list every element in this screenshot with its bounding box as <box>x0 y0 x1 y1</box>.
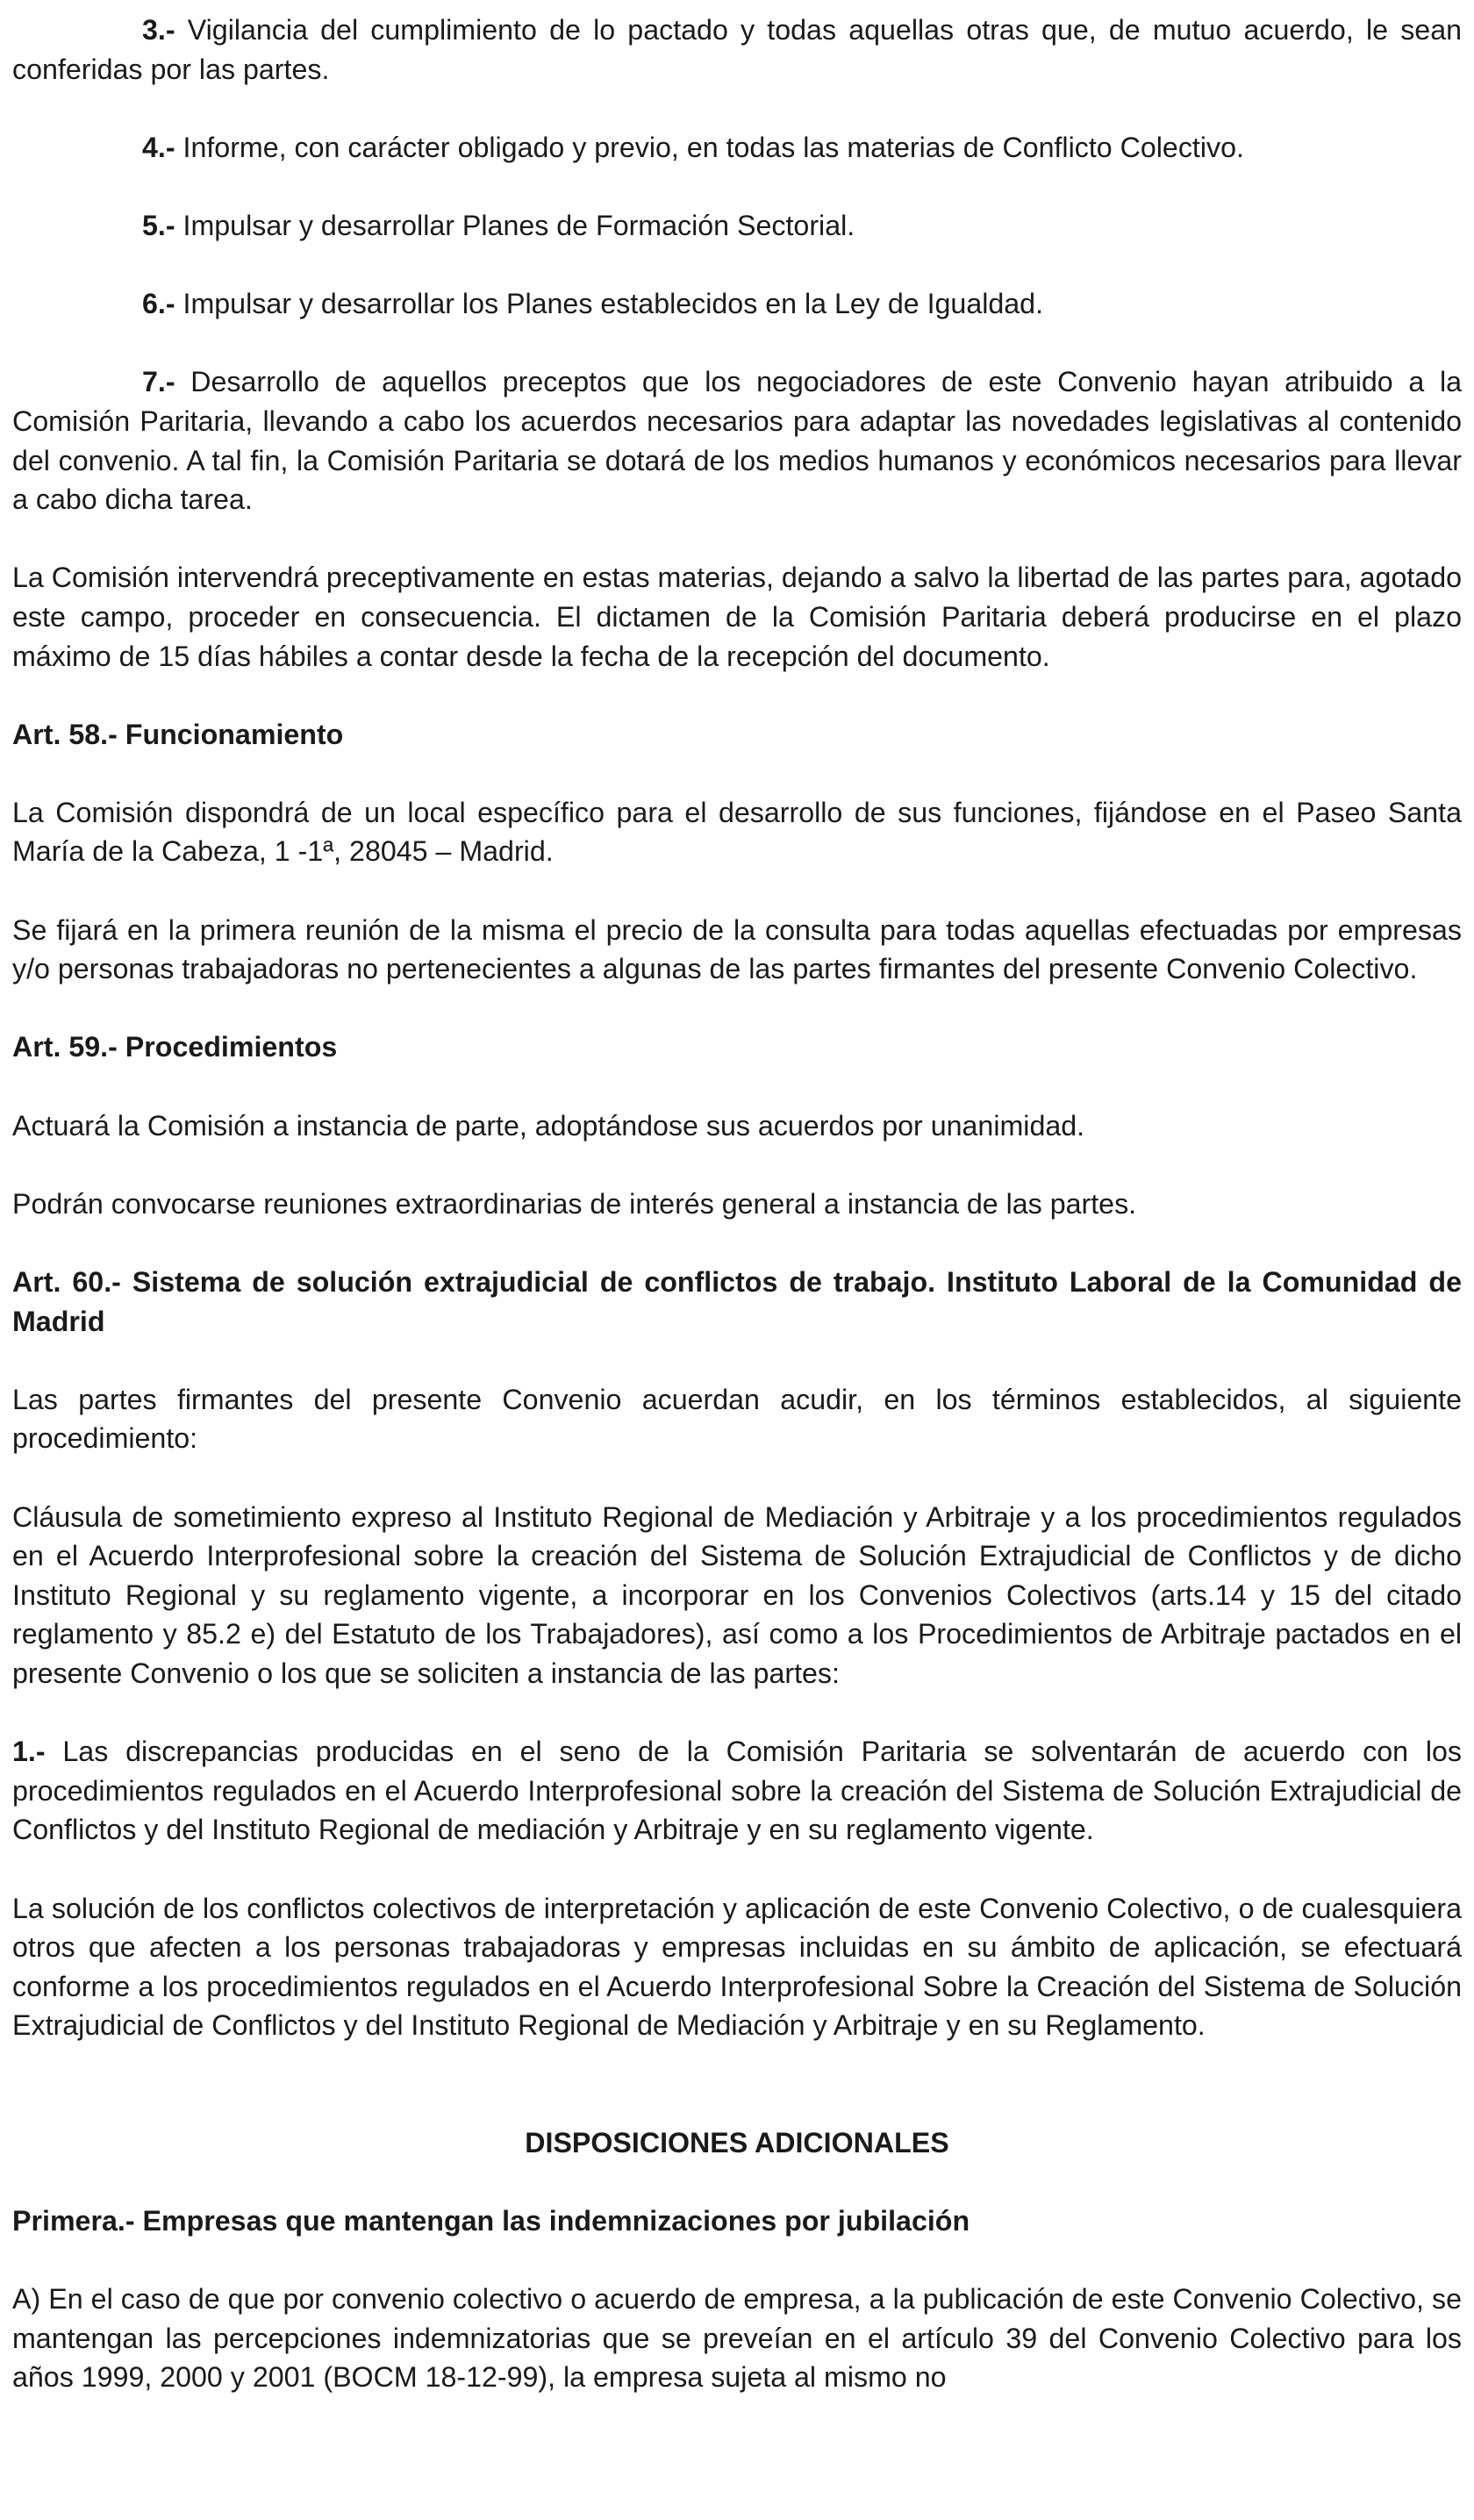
list-text: Desarrollo de aquellos preceptos que los negociadores de este Convenio hayan atribuido a la Comisión Paritaria, llevando a cabo los acuerdos necesarios para adaptar las novedades legislativas al contenido del convenio. A tal fin, la Comisión Paritaria se dotará de los medios humanos y económicos necesarios para llevar a cabo dicha tarea. <box>12 366 1462 516</box>
paragraph-art-58-consulta: Se fijará en la primera reunión de la misma el precio de la consulta para todas aquellas efectuadas por empresas y/o personas trabajadoras no pertenecientes a algunas de las partes firmantes del presente Convenio Colectivo. <box>12 913 1462 985</box>
list-item-5 <box>12 206 1462 246</box>
section-title-disposiciones: DISPOSICIONES ADICIONALES <box>525 2126 949 2158</box>
list-item-4 <box>12 128 1462 168</box>
list-item-3 <box>12 11 1462 89</box>
list-number: 5.- <box>142 209 175 241</box>
list-number: 3.- <box>142 14 175 46</box>
list-item-7 <box>12 362 1462 519</box>
paragraph-primera-a: A) En el caso de que por convenio colectivo o acuerdo de empresa, a la publicación de este Convenio Colectivo, se mantengan las percepciones indemnizatorias que se preveían en el artículo 39 del Convenio Colectivo para los años 1999, 2000 y 2001 (BOCM 18-12-99), la empresa sujeta al mismo no <box>12 2283 1462 2394</box>
list-number: 1.- <box>12 1736 46 1768</box>
heading-art-59: Art. 59.- Procedimientos <box>12 1031 338 1063</box>
list-item-6 <box>12 284 1462 324</box>
list-number: 7.- <box>142 366 175 398</box>
list-text: Las discrepancias producidas en el seno de la Comisión Paritaria se solventarán de acuerdo con los procedimientos regulados en el Acuerdo Interprofesional sobre la creación del Sistema de Solución Extrajudicial de Conflictos y del Instituto Regional de mediación y Arbitraje y en su reglamento vigente. <box>12 1736 1462 1846</box>
list-text: Informe, con carácter obligado y previo, en todas las materias de Conflicto Colectivo. <box>175 131 1244 163</box>
list-text: Impulsar y desarrollar Planes de Formación Sectorial. <box>175 209 855 241</box>
paragraph-art-60-clausula: Cláusula de sometimiento expreso al Instituto Regional de Mediación y Arbitraje y a los procedimientos regulados en el Acuerdo Interprofesional sobre la creación del Sistema de Solución Extrajudicial de Conflictos y de dicho Instituto Regional y su reglamento vigente, a incorporar en los Convenios Colectivos (arts.14 y 15 del citado reglamento y 85.2 e) del Estatuto de los Trabajadores), así como a los Procedimientos de Arbitraje pactados en el presente Convenio o los que se soliciten a instancia de las partes: <box>12 1500 1462 1689</box>
heading-art-58: Art. 58.- Funcionamiento <box>12 718 344 750</box>
document-page <box>12 11 1462 2397</box>
heading-art-60: Art. 60.- Sistema de solución extrajudicial de conflictos de trabajo. Instituto Laboral de la Comunidad de Madrid <box>12 1266 1462 1337</box>
paragraph-art-60-acuerdan: Las partes firmantes del presente Convenio acuerdan acudir, en los términos establecidos, al siguiente procedimiento: <box>12 1383 1462 1455</box>
list-text: Vigilancia del cumplimiento de lo pactado y todas aquellas otras que, de mutuo acuerdo, le sean conferidas por las partes. <box>12 14 1462 85</box>
list-text: Impulsar y desarrollar los Planes establecidos en la Ley de Igualdad. <box>175 288 1044 320</box>
heading-primera: Primera.- Empresas que mantengan las indemnizaciones por jubilación <box>12 2205 970 2237</box>
list-item-art-60-1 <box>12 1732 1462 1850</box>
paragraph-art-58-local: La Comisión dispondrá de un local específico para el desarrollo de sus funciones, fijándose en el Paseo Santa María de la Cabeza, 1 -1ª, 28045 – Madrid. <box>12 796 1462 868</box>
paragraph-art-59-unanimidad: Actuará la Comisión a instancia de parte, adoptándose sus acuerdos por unanimidad. <box>12 1109 1085 1142</box>
list-number: 4.- <box>142 131 175 163</box>
paragraph-art-59-reuniones: Podrán convocarse reuniones extraordinarias de interés general a instancia de las partes. <box>12 1187 1137 1220</box>
paragraph-intervendra: La Comisión intervendrá preceptivamente en estas materias, dejando a salvo la libertad de las partes para, agotado este campo, proceder en consecuencia. El dictamen de la Comisión Paritaria deberá producirse en el plazo máximo de 15 días hábiles a contar desde la fecha de la recepción del documento. <box>12 562 1462 672</box>
list-number: 6.- <box>142 288 175 320</box>
paragraph-art-60-solucion: La solución de los conflictos colectivos de interpretación y aplicación de este Convenio Colectivo, o de cualesquiera otros que afecten a los personas trabajadoras y empresas incluidas en su ámbito de aplicación, se efectuará conforme a los procedimientos regulados en el Acuerdo Interprofesional Sobre la Creación del Sistema de Solución Extrajudicial de Conflictos y del Instituto Regional de Mediación y Arbitraje y en su Reglamento. <box>12 1892 1462 2042</box>
